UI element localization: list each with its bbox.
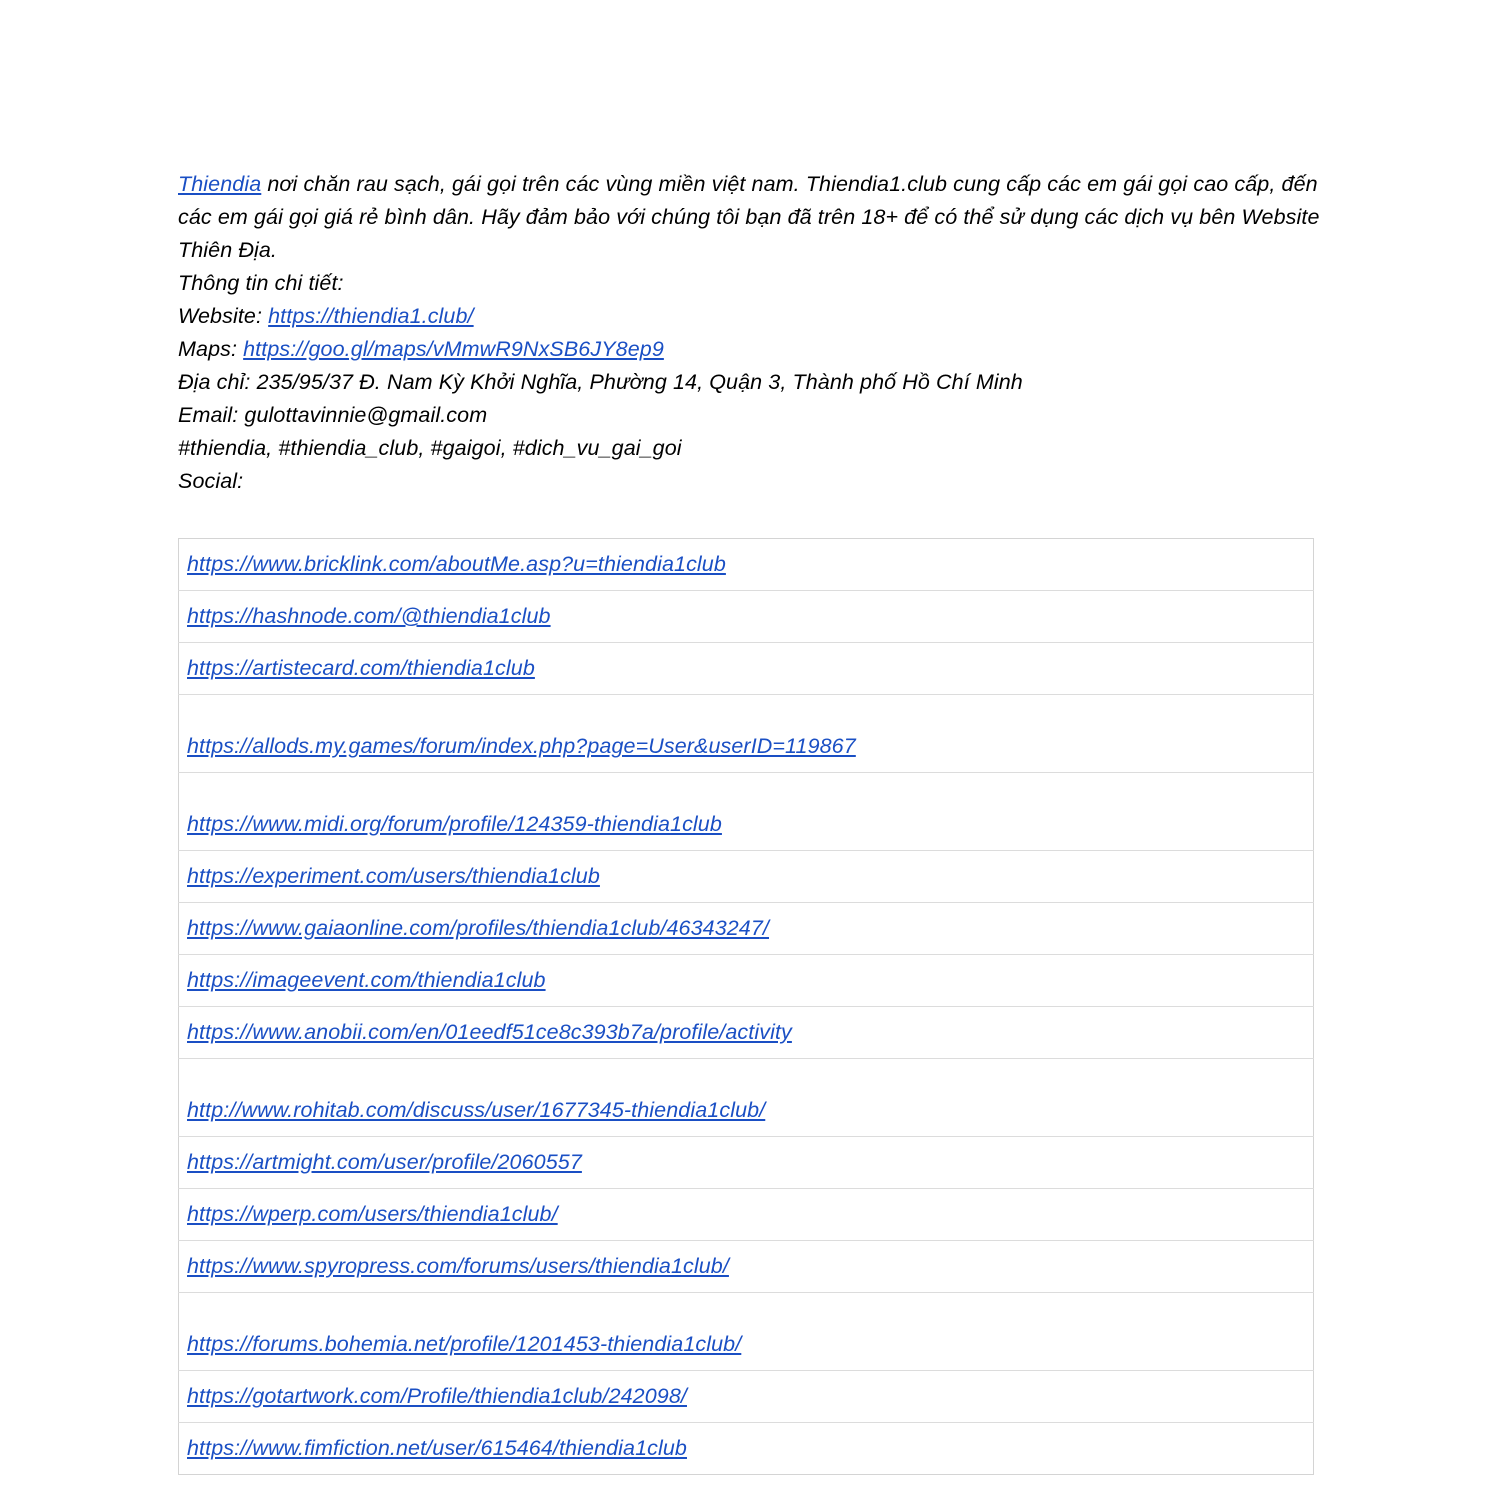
link-cell (179, 539, 1314, 591)
social-link[interactable]: https://experiment.com/users/thiendia1club (187, 864, 600, 888)
website-line (178, 300, 1322, 333)
social-link[interactable]: https://www.spyropress.com/forums/users/thiendia1club/ (187, 1254, 729, 1278)
hashtags-line: #thiendia, #thiendia_club, #gaigoi, #dich_vu_gai_goi (178, 436, 682, 460)
table-row (179, 1189, 1314, 1241)
link-cell (179, 903, 1314, 955)
table-row (179, 1059, 1314, 1137)
social-link[interactable]: https://www.fimfiction.net/user/615464/thiendia1club (187, 1436, 687, 1460)
link-cell (179, 1007, 1314, 1059)
thiendia-link[interactable]: Thiendia (178, 172, 262, 196)
table-row (179, 539, 1314, 591)
website-label: Website: (178, 304, 269, 328)
link-cell (179, 1293, 1314, 1371)
table-row (179, 643, 1314, 695)
link-cell (179, 851, 1314, 903)
table-row (179, 773, 1314, 851)
link-cell (179, 1137, 1314, 1189)
table-row (179, 903, 1314, 955)
table-row (179, 1371, 1314, 1423)
social-link[interactable]: https://gotartwork.com/Profile/thiendia1club/242098/ (187, 1384, 687, 1408)
link-cell (179, 773, 1314, 851)
social-link[interactable]: https://www.gaiaonline.com/profiles/thiendia1club/46343247/ (187, 916, 769, 940)
social-link[interactable]: https://www.midi.org/forum/profile/124359-thiendia1club (187, 812, 722, 836)
link-cell (179, 1371, 1314, 1423)
email-line: Email: gulottavinnie@gmail.com (178, 403, 488, 427)
intro-body-text: nơi chăn rau sạch, gái gọi trên các vùng miền việt nam. Thiendia1.club cung cấp các em gái gọi cao cấp, đến các em gái gọi giá rẻ bình dân. Hãy đảm bảo với chúng tôi bạn đã trên 18+ để có thể sử dụng các dịch vụ bên Website Thiên Địa. (178, 172, 1320, 262)
link-cell (179, 643, 1314, 695)
social-link[interactable]: https://artmight.com/user/profile/2060557 (187, 1150, 582, 1174)
table-row (179, 955, 1314, 1007)
table-row (179, 695, 1314, 773)
table-row (179, 851, 1314, 903)
table-row (179, 1241, 1314, 1293)
social-link[interactable]: https://imageevent.com/thiendia1club (187, 968, 546, 992)
social-link[interactable]: https://www.bricklink.com/aboutMe.asp?u=thiendia1club (187, 552, 726, 576)
table-row (179, 1423, 1314, 1475)
link-cell (179, 591, 1314, 643)
details-heading: Thông tin chi tiết: (178, 271, 344, 295)
social-link[interactable]: https://artistecard.com/thiendia1club (187, 656, 535, 680)
contact-details (178, 267, 1322, 498)
maps-label: Maps: (178, 337, 244, 361)
social-label: Social: (178, 469, 244, 493)
link-cell (179, 695, 1314, 773)
link-cell (179, 1059, 1314, 1137)
intro-paragraph (178, 168, 1322, 267)
table-row (179, 1293, 1314, 1371)
social-link[interactable]: https://wperp.com/users/thiendia1club/ (187, 1202, 558, 1226)
link-cell (179, 1423, 1314, 1475)
social-links-table (178, 538, 1314, 1475)
maps-url-link[interactable]: https://goo.gl/maps/vMmwR9NxSB6JY8ep9 (243, 337, 664, 361)
social-link[interactable]: http://www.rohitab.com/discuss/user/1677345-thiendia1club/ (187, 1098, 766, 1122)
table-row (179, 591, 1314, 643)
social-link[interactable]: https://hashnode.com/@thiendia1club (187, 604, 551, 628)
social-link[interactable]: https://forums.bohemia.net/profile/1201453-thiendia1club/ (187, 1332, 742, 1356)
website-url-link[interactable]: https://thiendia1.club/ (268, 304, 474, 328)
maps-line (178, 333, 1322, 366)
link-cell (179, 1189, 1314, 1241)
link-cell (179, 1241, 1314, 1293)
link-cell (179, 955, 1314, 1007)
table-row (179, 1137, 1314, 1189)
social-links-body (179, 539, 1314, 1475)
address-line: Địa chỉ: 235/95/37 Đ. Nam Kỳ Khởi Nghĩa, Phường 14, Quận 3, Thành phố Hồ Chí Minh (178, 370, 1023, 394)
social-link[interactable]: https://allods.my.games/forum/index.php?page=User&userID=119867 (187, 734, 856, 758)
table-row (179, 1007, 1314, 1059)
social-link[interactable]: https://www.anobii.com/en/01eedf51ce8c393b7a/profile/activity (187, 1020, 792, 1044)
